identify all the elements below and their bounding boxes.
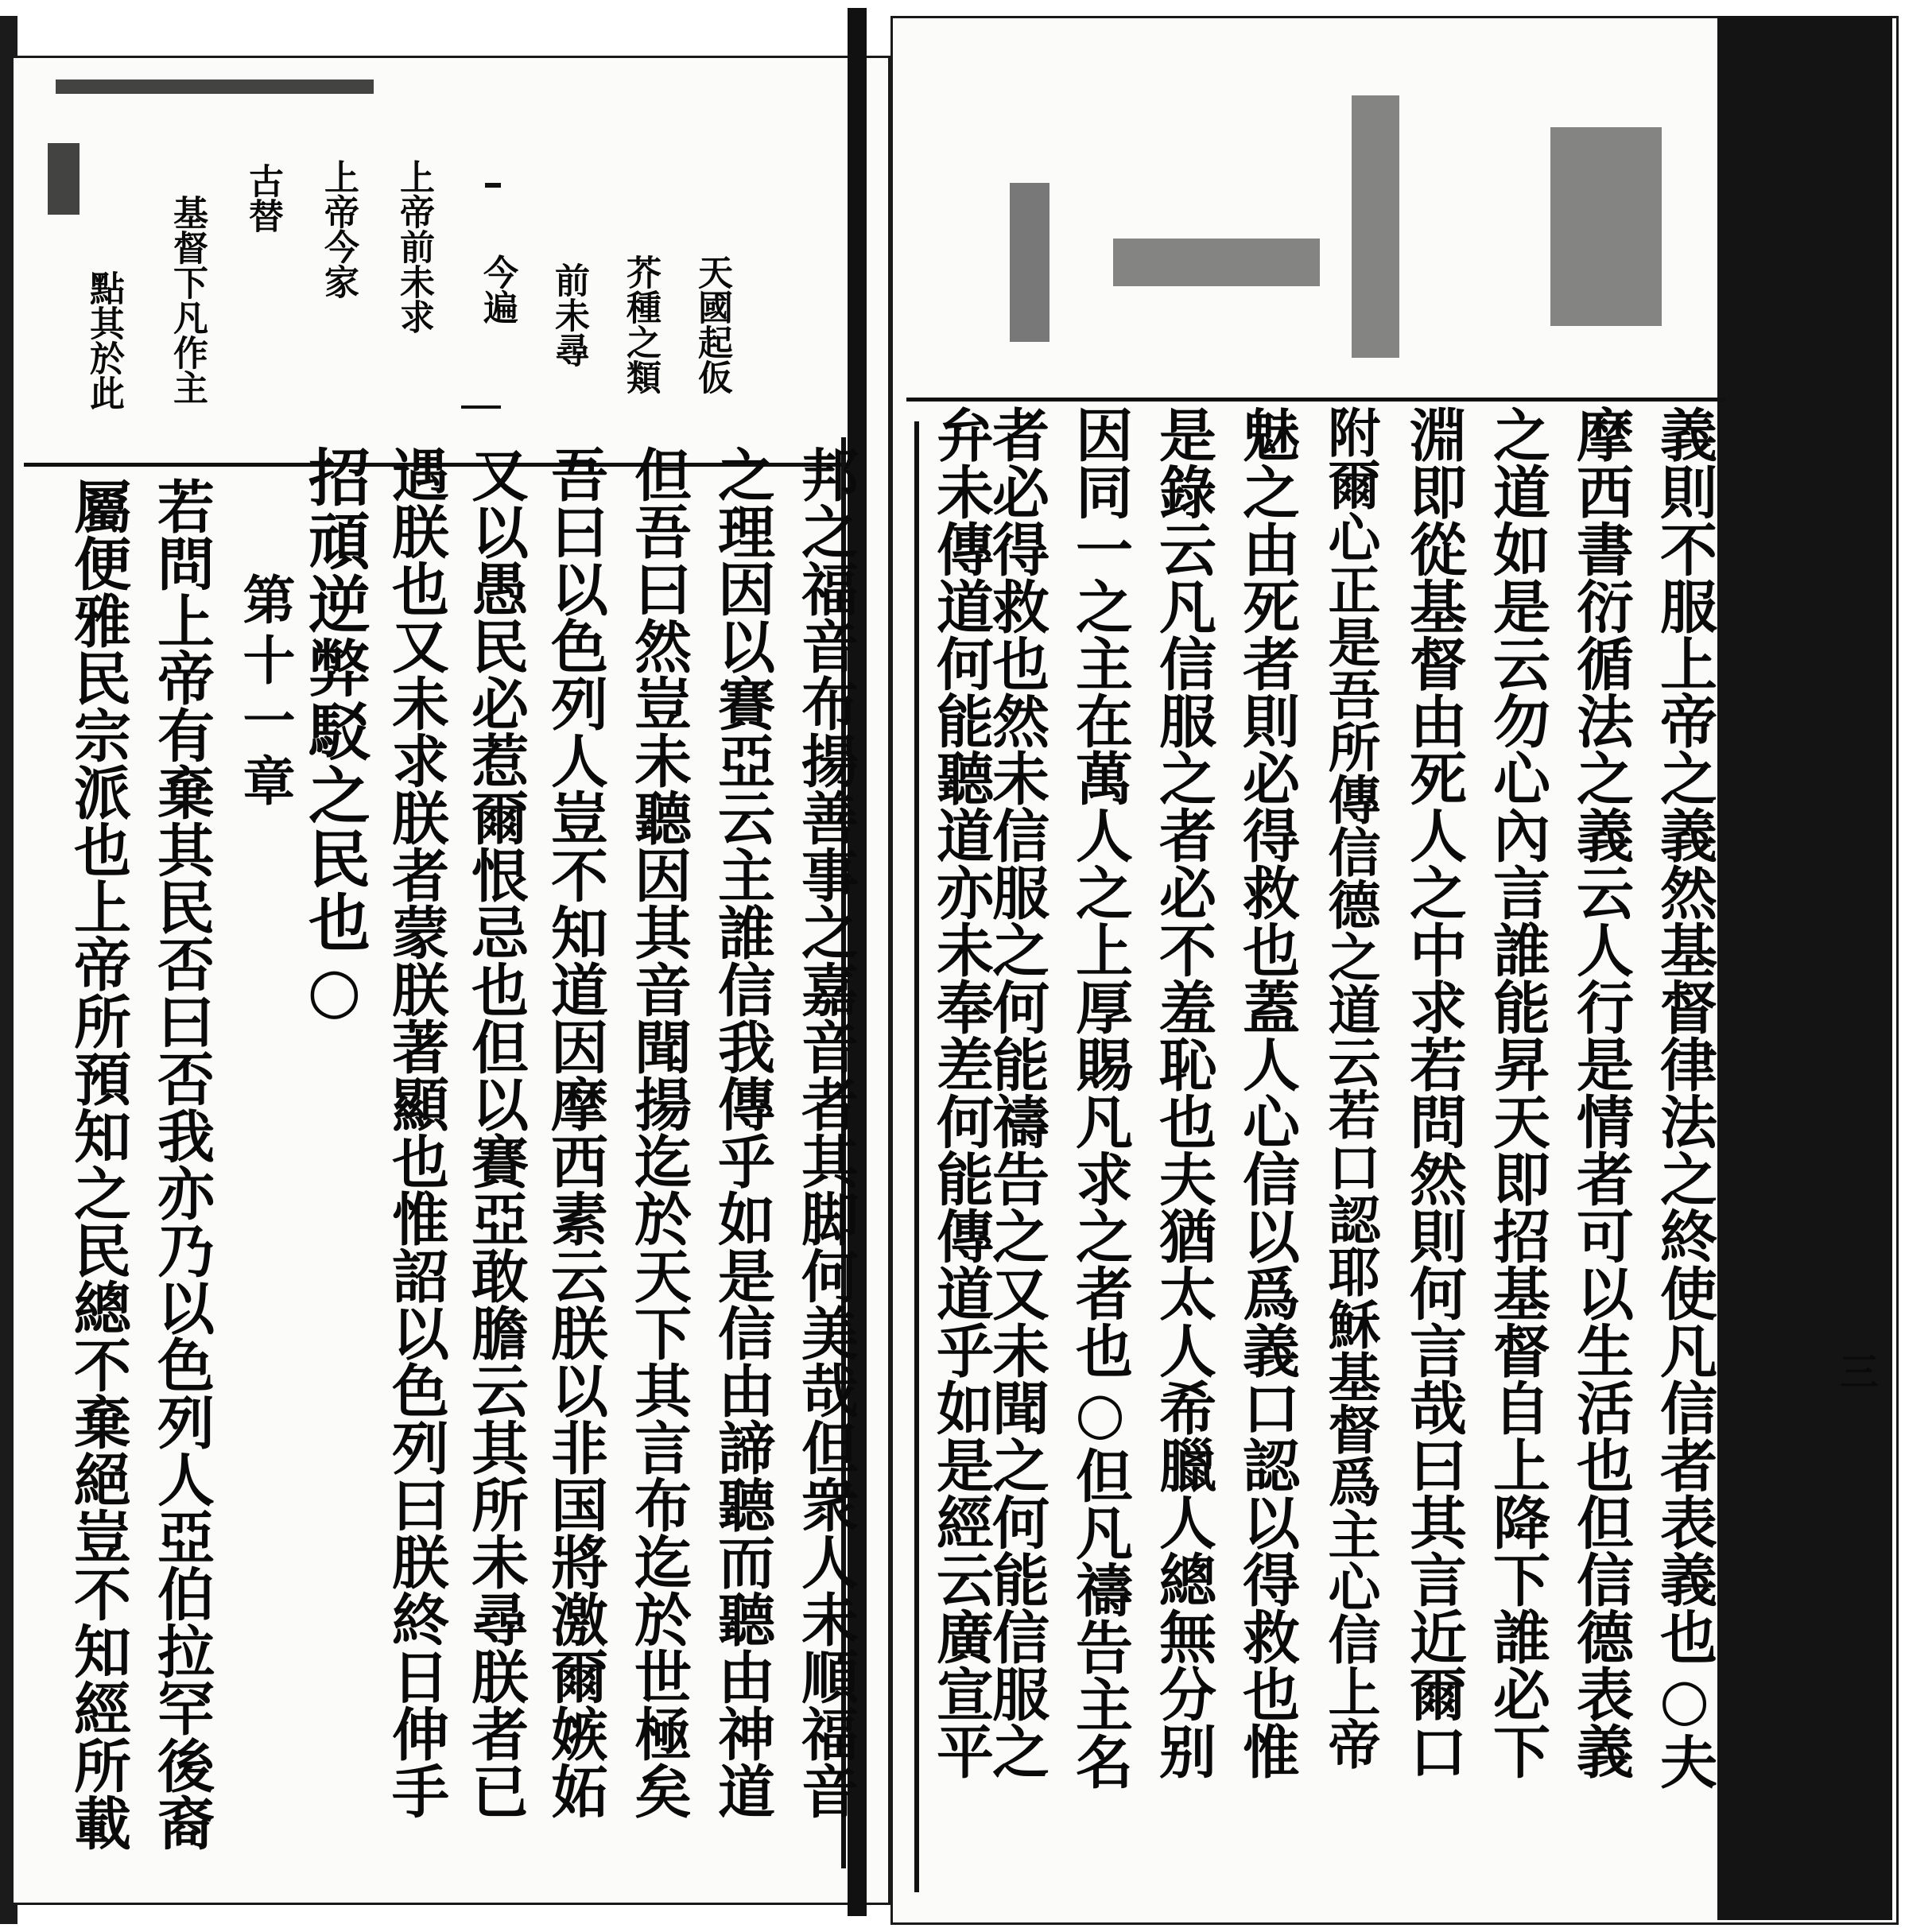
margin-note: 前未尋 [549,262,589,367]
margin-note: 天國起仮 [692,254,732,394]
header-smudge [1010,183,1049,342]
text-column: 邦之福音布揚善事之嘉音者其脚何美哉但衆人未順福音 [792,445,859,1819]
header-smudge [1352,95,1399,358]
header-smudge [1113,239,1320,286]
text-column: 又以愚民必惹爾恨忌也但以賽亞敢膽云其所未尋朕者已 [462,445,530,1819]
margin-note: 基督下凡作主 [167,195,208,405]
text-column: 魅之由死者則必得救也蓋人心信以爲義口認以得救也惟 [1233,405,1301,1779]
text-column: 吾曰以色列人豈不知道因摩西素云朕以非国將激爾嫉妬 [541,445,609,1819]
chapter-heading: 第十一章 [234,572,296,814]
header-smudge [56,80,374,94]
margin-note: 上帝今家 [318,159,359,299]
text-column: 摩西書衍循法之義云人行是情者可以生活也但信德表義 [1567,405,1635,1779]
margin-note: 上帝前未求 [394,159,434,334]
margin-note: 芥種之類 [620,254,661,394]
body-frame-left [914,421,919,1892]
text-column: 是錄云凡信服之者必不羞恥也夫猶太人希臘人總無分别 [1150,405,1217,1779]
scan-right-edge [1717,16,1892,1920]
text-column: 但吾曰然豈未聽因其音聞揚迄於天下其言布迄於世極矣 [625,445,693,1819]
header-rule [485,183,501,188]
text-column: 因同一之主在萬人之上厚賜凡求之者也○但凡禱告主名 [1066,405,1134,1790]
text-column: 淵即從基督由死人之中求若問然則何言哉曰其言近爾口 [1400,405,1468,1779]
page-number: 三 [1833,1352,1878,1390]
header-smudge [1550,127,1662,326]
text-column: 招頑逆弊駁之民也○ [298,445,371,1028]
margin-note: 今遍 [477,254,518,324]
text-column: 若問上帝有棄其民否曰否我亦乃以色列人亞伯拉罕後裔 [148,477,215,1851]
text-column: 附爾心正是吾所傳信德之道云若口認耶穌基督爲主心信上帝 [1319,405,1381,1770]
text-column: 者必得救也然未信服之何能禱告之又未聞之何能信服之 [983,405,1050,1779]
header-smudge [48,143,80,215]
text-column: 義則不服上帝之義然基督律法之終使凡信者表義也○夫 [1651,405,1718,1790]
margin-note: 古替 [242,163,283,233]
margin-note: 點其於此 [83,270,124,410]
text-column: 之理因以賽亞云主誰信我傳乎如是信由諦聽而聽由神道 [708,445,776,1819]
text-column: 遇朕也又未求朕者蒙朕著顯也惟詔以色列曰朕終日伸手 [382,445,450,1819]
text-column: 之道如是云勿心內言誰能昇天即招基督自上降下誰必下 [1484,405,1551,1779]
text-column: 弁未傳道何能聽道亦未奉差何能傳道乎如是經云廣宣平 [927,405,995,1779]
text-column: 屬便雅民宗派也上帝所預知之民總不棄絕豈不知經所載 [64,477,132,1851]
body-frame-top [906,398,1725,402]
header-rule [461,405,501,409]
